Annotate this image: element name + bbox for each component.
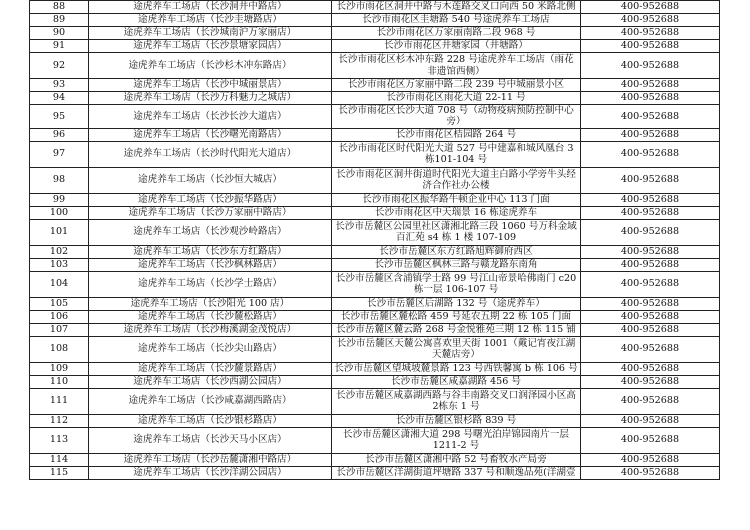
store-name-cell: 途虎养车工场店（长沙阳光 100 店）: [89, 297, 332, 310]
address-cell: 长沙市雨花区洞井街道时代阳光大道主白路小学旁牛头经济合作社办公楼: [332, 167, 581, 193]
table-row: [30, 271, 720, 297]
address-cell: 长沙市岳麓区潇湘中路 52 号畜牧水产局旁: [332, 453, 581, 466]
phone-cell: 400-952688: [581, 297, 720, 310]
phone-cell: 400-952688: [581, 466, 720, 479]
store-name-cell: 途虎养车工场店（长沙洞井中路店）: [89, 1, 332, 14]
phone-cell: 400-952688: [581, 79, 720, 92]
store-name-cell: 途虎养车工场店（长沙天马小区店）: [89, 427, 332, 453]
phone-cell: 400-952688: [581, 310, 720, 323]
row-number-cell: 115: [30, 466, 89, 479]
row-number-cell: 90: [30, 27, 89, 40]
table-row: [30, 79, 720, 92]
row-number-cell: 111: [30, 388, 89, 414]
store-name-cell: 途虎养车工场店（长沙学士路店）: [89, 271, 332, 297]
row-number-cell: 103: [30, 258, 89, 271]
store-name-cell: 途虎养车工场店（长沙麓松路店）: [89, 310, 332, 323]
address-cell: 长沙市岳麓区洋湖街道坪塘路 337 号和顺逸品苑(洋湖壹: [332, 466, 581, 479]
row-number-cell: 92: [30, 53, 89, 79]
address-cell: 长沙市岳麓区潇湘大道 298 号曙光泊岸锦园南片一层1211-2 号: [332, 427, 581, 453]
store-name-cell: 途虎养车工场店（长沙咸嘉湖西路店）: [89, 388, 332, 414]
phone-cell: 400-952688: [581, 14, 720, 27]
store-name-cell: 途虎养车工场店（长沙曙光南路店）: [89, 128, 332, 141]
table-row: [30, 414, 720, 427]
table-row: [30, 245, 720, 258]
phone-cell: 400-952688: [581, 128, 720, 141]
address-cell: 长沙市岳麓区后湖路 132 号（途虎养车）: [332, 297, 581, 310]
store-name-cell: 途虎养车工场店（长沙银杉路店）: [89, 414, 332, 427]
address-cell: 长沙市岳麓区天麓公寓喜欢里天街 1001（戴记宵夜江湖天麓店旁）: [332, 336, 581, 362]
store-name-cell: 途虎养车工场店（长沙岳麓潇湘中路店）: [89, 453, 332, 466]
table-row: [30, 14, 720, 27]
phone-cell: 400-952688: [581, 414, 720, 427]
phone-cell: 400-952688: [581, 271, 720, 297]
address-cell: 长沙市雨花区万家丽南路二段 968 号: [332, 27, 581, 40]
address-cell: 长沙市雨花区时代阳光大道 527 号中建嘉和城风凰台 3 栋101-104 号: [332, 141, 581, 167]
row-number-cell: 110: [30, 375, 89, 388]
row-number-cell: 114: [30, 453, 89, 466]
store-name-cell: 途虎养车工场店（长沙长沙大道店）: [89, 105, 332, 129]
store-name-cell: 途虎养车工场店（长沙杉木冲东路店）: [89, 53, 332, 79]
table-row: [30, 453, 720, 466]
phone-cell: 400-952688: [581, 167, 720, 193]
address-cell: 长沙市岳麓区含浦镇学士路 99 号江山帝景哈佛南门 c20 栋一层 106-107 号: [332, 271, 581, 297]
phone-cell: 400-952688: [581, 53, 720, 79]
table-row: [30, 92, 720, 105]
store-table: [29, 0, 720, 480]
phone-cell: 400-952688: [581, 92, 720, 105]
store-name-cell: 途虎养车工场店（长沙中城丽景店）: [89, 79, 332, 92]
store-name-cell: 途虎养车工场店（长沙城南沪万家丽店）: [89, 27, 332, 40]
table-row: [30, 141, 720, 167]
table-row: [30, 105, 720, 129]
row-number-cell: 95: [30, 105, 89, 129]
row-number-cell: 98: [30, 167, 89, 193]
row-number-cell: 107: [30, 323, 89, 336]
table-row: [30, 375, 720, 388]
row-number-cell: 88: [30, 1, 89, 14]
address-cell: 长沙市雨花区圭塘路 540 号途虎养车工场店: [332, 14, 581, 27]
row-number-cell: 105: [30, 297, 89, 310]
table-row: [30, 193, 720, 206]
phone-cell: 400-952688: [581, 362, 720, 375]
phone-cell: 400-952688: [581, 388, 720, 414]
table-row: [30, 128, 720, 141]
phone-cell: 400-952688: [581, 141, 720, 167]
table-row: [30, 219, 720, 245]
store-name-cell: 途虎养车工场店（长沙景塘家园店）: [89, 40, 332, 53]
row-number-cell: 108: [30, 336, 89, 362]
store-name-cell: 途虎养车工场店（长沙东方红路店）: [89, 245, 332, 258]
store-name-cell: 途虎养车工场店（长沙枫林路店）: [89, 258, 332, 271]
address-cell: 长沙市雨花区洞井中路与木莲路交叉口向西 50 米路北侧: [332, 1, 581, 14]
address-cell: 长沙市岳麓区东方红路旭辉御府西区: [332, 245, 581, 258]
store-name-cell: 途虎养车工场店（长沙洋湖公园店）: [89, 466, 332, 479]
phone-cell: 400-952688: [581, 193, 720, 206]
address-cell: 长沙市雨花区桔园路 264 号: [332, 128, 581, 141]
row-number-cell: 93: [30, 79, 89, 92]
row-number-cell: 112: [30, 414, 89, 427]
address-cell: 长沙市岳麓区枫林三路与赣龙路东南角: [332, 258, 581, 271]
address-cell: 长沙市岳麓区麓松路 459 号延农五期 22 栋 105 门面: [332, 310, 581, 323]
address-cell: 长沙市雨花区振华路牛顿企业中心 113 门面: [332, 193, 581, 206]
table-row: [30, 323, 720, 336]
phone-cell: 400-952688: [581, 375, 720, 388]
store-name-cell: 途虎养车工场店（长沙恒大城店）: [89, 167, 332, 193]
address-cell: 长沙市岳麓区望城坡麓景路 123 号西铁馨寓 b 栋 106 号: [332, 362, 581, 375]
phone-cell: 400-952688: [581, 27, 720, 40]
phone-cell: 400-952688: [581, 258, 720, 271]
row-number-cell: 101: [30, 219, 89, 245]
table-row: [30, 258, 720, 271]
table-row: [30, 206, 720, 219]
phone-cell: 400-952688: [581, 453, 720, 466]
table-row: [30, 40, 720, 53]
row-number-cell: 96: [30, 128, 89, 141]
address-cell: 长沙市岳麓区咸嘉湖西路与谷丰南路交叉口润泽园小区高 2栋东 1 号: [332, 388, 581, 414]
phone-cell: 400-952688: [581, 1, 720, 14]
table-row: [30, 466, 720, 479]
address-cell: 长沙市岳麓区咸嘉湖路 456 号: [332, 375, 581, 388]
phone-cell: 400-952688: [581, 40, 720, 53]
store-name-cell: 途虎养车工场店（长沙观沙岭路店）: [89, 219, 332, 245]
store-table-body: [30, 1, 720, 480]
address-cell: 长沙市雨花区万家丽中路二段 239 号中城丽景小区: [332, 79, 581, 92]
store-name-cell: 途虎养车工场店（长沙梅溪湖金茂悦店）: [89, 323, 332, 336]
table-row: [30, 297, 720, 310]
store-name-cell: 途虎养车工场店（长沙时代阳光大道店）: [89, 141, 332, 167]
row-number-cell: 104: [30, 271, 89, 297]
table-row: [30, 167, 720, 193]
store-name-cell: 途虎养车工场店（长沙圭塘路店）: [89, 14, 332, 27]
table-row: [30, 53, 720, 79]
row-number-cell: 97: [30, 141, 89, 167]
address-cell: 长沙市雨花区雨花大道 22-11 号: [332, 92, 581, 105]
store-name-cell: 途虎养车工场店（长沙万家丽中路店）: [89, 206, 332, 219]
table-row: [30, 388, 720, 414]
table-row: [30, 310, 720, 323]
row-number-cell: 91: [30, 40, 89, 53]
phone-cell: 400-952688: [581, 427, 720, 453]
address-cell: 长沙市雨花区长沙大道 708 号（动物疫病预防控制中心旁）: [332, 105, 581, 129]
table-row: [30, 362, 720, 375]
phone-cell: 400-952688: [581, 206, 720, 219]
phone-cell: 400-952688: [581, 219, 720, 245]
address-cell: 长沙市雨花区杉木冲东路 228 号途虎养车工场店（雨花非遗馆西侧）: [332, 53, 581, 79]
table-row: [30, 427, 720, 453]
address-cell: 长沙市岳麓区银杉路 839 号: [332, 414, 581, 427]
row-number-cell: 94: [30, 92, 89, 105]
address-cell: 长沙市雨花区井塘家园（井塘路）: [332, 40, 581, 53]
phone-cell: 400-952688: [581, 245, 720, 258]
store-name-cell: 途虎养车工场店（长沙西湖公园店）: [89, 375, 332, 388]
row-number-cell: 99: [30, 193, 89, 206]
row-number-cell: 106: [30, 310, 89, 323]
row-number-cell: 109: [30, 362, 89, 375]
row-number-cell: 89: [30, 14, 89, 27]
store-name-cell: 途虎养车工场店（长沙尖山路店）: [89, 336, 332, 362]
store-name-cell: 途虎养车工场店（长沙麓景路店）: [89, 362, 332, 375]
row-number-cell: 113: [30, 427, 89, 453]
phone-cell: 400-952688: [581, 105, 720, 129]
phone-cell: 400-952688: [581, 323, 720, 336]
store-name-cell: 途虎养车工场店（长沙万科魅力之城店）: [89, 92, 332, 105]
table-row: [30, 27, 720, 40]
phone-cell: 400-952688: [581, 336, 720, 362]
table-row: [30, 1, 720, 14]
address-cell: 长沙市岳麓区麓云路 268 号金悦雅苑三期 12 栋 115 铺: [332, 323, 581, 336]
store-name-cell: 途虎养车工场店（长沙振华路店）: [89, 193, 332, 206]
address-cell: 长沙市雨花区中天瑞景 16 栋途虎养车: [332, 206, 581, 219]
address-cell: 长沙市岳麓区公园里社区潇湘北路三段 1060 号万科金域百汇苑 s4 栋 1 楼 107-109: [332, 219, 581, 245]
table-row: [30, 336, 720, 362]
row-number-cell: 102: [30, 245, 89, 258]
row-number-cell: 100: [30, 206, 89, 219]
